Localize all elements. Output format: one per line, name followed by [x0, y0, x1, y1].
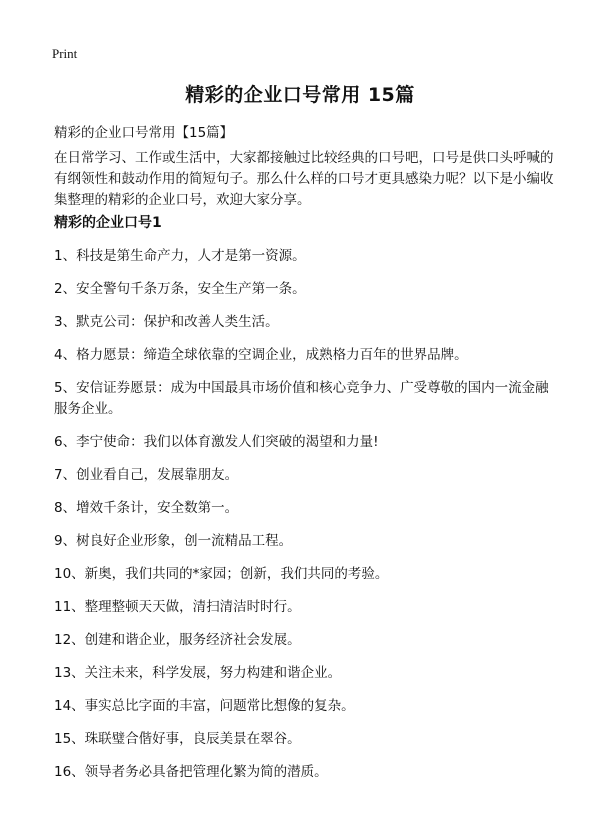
- list-item: 3、默克公司：保护和改善人类生活。: [54, 314, 279, 330]
- list-item: 12、创建和谐企业，服务经济社会发展。: [54, 632, 301, 648]
- list-item: 10、新奥，我们共同的*家园；创新，我们共同的考验。: [54, 566, 389, 582]
- list-item: 7、创业看自己，发展靠朋友。: [54, 467, 239, 483]
- slogan-list: [54, 246, 554, 795]
- list-item: 9、树良好企业形象，创一流精品工程。: [54, 533, 293, 549]
- print-link[interactable]: Print: [52, 46, 78, 61]
- list-item: 5、安信证券愿景：成为中国最具市场价值和核心竞争力、广受尊敬的国内一流金融服务企业。: [54, 380, 549, 417]
- list-item: 11、整理整顿天天做，清扫清洁时时行。: [54, 599, 301, 615]
- list-item: 14、事实总比字面的丰富，问题常比想像的复杂。: [54, 698, 355, 714]
- list-item: 1、科技是第生命产力，人才是第一资源。: [54, 248, 306, 264]
- list-item: 6、李宁使命：我们以体育激发人们突破的渴望和力量!: [54, 434, 379, 450]
- list-item: 8、增效千条计，安全数第一。: [54, 500, 239, 516]
- list-item: 2、安全警句千条万条，安全生产第一条。: [54, 281, 306, 297]
- list-item: 4、格力愿景：缔造全球依靠的空调企业，成熟格力百年的世界品牌。: [54, 347, 468, 363]
- document-subtitle: 精彩的企业口号常用【15篇】: [54, 125, 234, 141]
- list-item: 15、珠联璧合偕好事，良辰美景在翠谷。: [54, 731, 301, 747]
- list-item: 16、领导者务必具备把管理化繁为简的潜质。: [54, 764, 328, 780]
- list-item: 13、关注未来，科学发展，努力构建和谐企业。: [54, 665, 342, 681]
- page-title: 精彩的企业口号常用 15篇: [185, 84, 415, 106]
- section-heading: 精彩的企业口号1: [54, 215, 162, 231]
- intro-paragraph: 在日常学习、工作或生活中，大家都接触过比较经典的口号吧，口号是供口头呼喊的有纲领性和鼓动作用的简短句子。那么什么样的口号才更具感染力呢？以下是小编收集整理的精彩的企业口号，欢迎大家分享。: [54, 150, 554, 208]
